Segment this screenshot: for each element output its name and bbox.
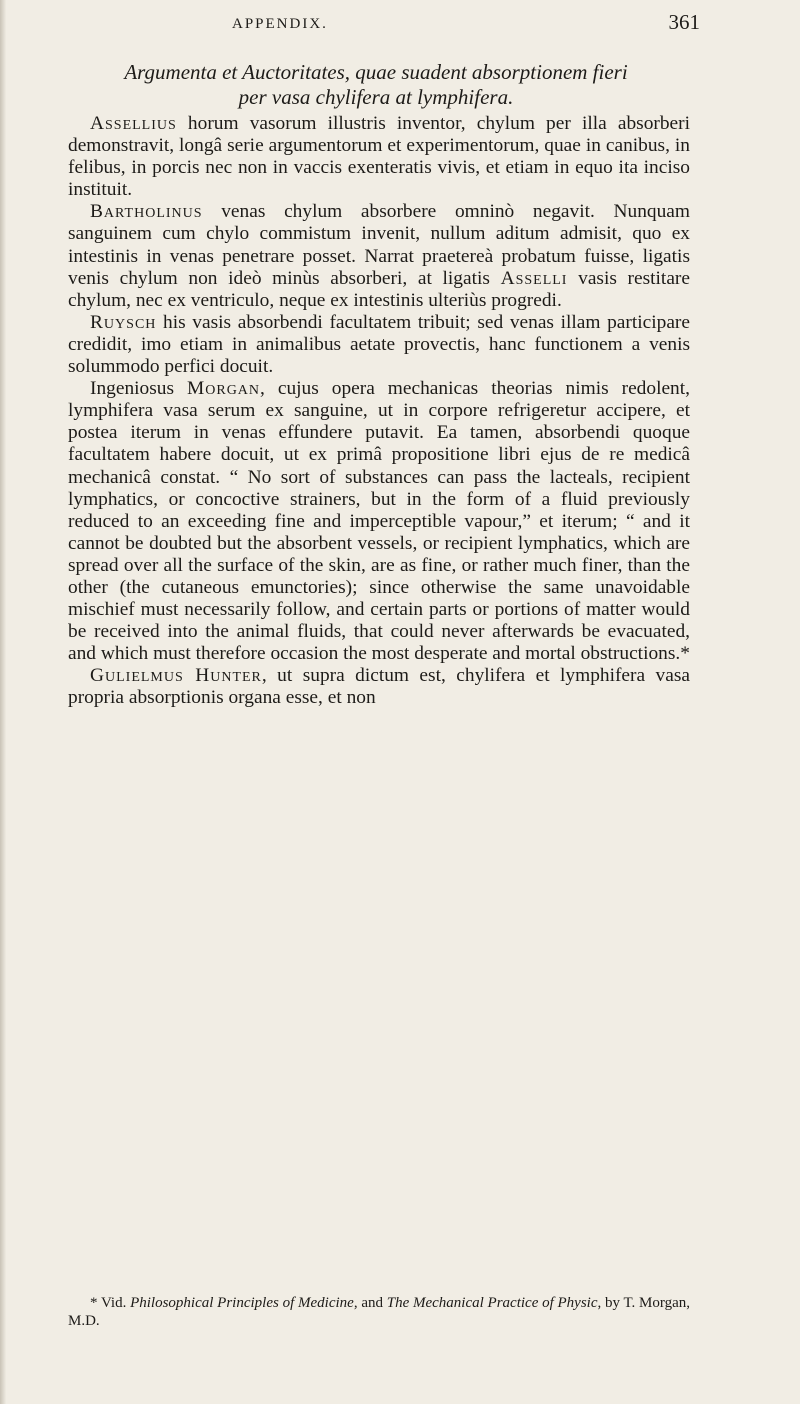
page-number: 361 (668, 10, 700, 34)
author-name: Bartholinus (90, 201, 203, 223)
paragraph-morgan (68, 378, 690, 665)
running-head: APPENDIX. (232, 16, 328, 32)
paragraph-text: , cujus opera mechanicas theorias nimis redolent, lymphifera vasa serum ex sanguine, ut in corpore refrigeretur accipere, et postea iterum in venas effundere putavit. Ea tamen, absorbendi quoque facultatem habere docuit, ut ex primâ propositione libri ejus de re medicâ mechanicâ constat. “ No sort of substances can pass the lacteals, recipient lymphatics, or concoctive strainers, but in the form of a fluid previously reduced to an exceeding fine and imperceptible vapour,” et iterum; “ and it cannot be doubted but the absorbent vessels, or recipient lymphatics, which are spread over all the surface of the skin, are as fine, or rather much finer, than the other (the cutaneous emunctories); since otherwise the same unavoidable mischief must necessarily follow, and certain parts or portions of matter would be received into the animal fluids, that could never afterwards be evacuated, and which must therefore occasion the most desperate and mortal obstructions.* (68, 378, 690, 665)
section-title-line-1: Argumenta et Auctoritates, quae suadent absorptionem fieri (124, 60, 628, 84)
author-name: Ruysch (90, 311, 157, 333)
paragraph-bartholinus (68, 201, 690, 311)
paragraph-text: vasis restitare chylum, nec ex ventriculo, neque ex intestinis ulteriùs progredi. (68, 267, 690, 311)
footnote-book-title: Philosophical Principles of Medicine (130, 1295, 354, 1311)
paragraph-text: horum vasorum illustris inventor, chylum per illa absorberi demonstravit, longâ serie argumentorum et experimentorum, quae in canibus, in felibus, in porcis nec non in vaccis exenteratis vivis, et etiam in equo ita inciso instituit. (68, 113, 690, 201)
paragraph-text: venas chylum absorbere omninò negavit. Nunquam sanguinem cum chylo commistum invenit, nullum aditum admisit, quo ex intestinis in venas penetrare posset. Narrat praetereà probatum fuisse, ligatis venis chylum non ideò minùs absorberi, at ligatis (68, 201, 690, 289)
footnote (68, 1294, 690, 1330)
author-name: Morgan (187, 378, 261, 400)
body-text (68, 113, 690, 710)
paragraph-ruysch (68, 312, 690, 378)
author-name: Asselli (500, 267, 568, 289)
paragraph-hunter (68, 665, 690, 709)
section-title (66, 60, 686, 110)
paragraph-text: , ut supra dictum est, chylifera et lymphifera vasa propria absorptionis organa esse, et non (68, 665, 690, 709)
footnote-byline: , by T. Morgan, M.D. (68, 1295, 691, 1329)
paragraph-text: his vasis absorbendi facultatem tribuit; sed venas illam participare credidit, imo etiam in animalibus aetate provectis, hanc functionem a venis solummodo perfici docuit. (68, 311, 690, 378)
footnote-prefix: * Vid. (90, 1295, 131, 1311)
footnote-text: , and (353, 1295, 387, 1311)
footnote-book-title: The Mechanical Practice of Physic (386, 1295, 598, 1311)
paragraph-text: Ingeniosus (90, 378, 187, 400)
section-title-line-2: per vasa chylifera at lymphifera. (238, 85, 514, 109)
page-header (56, 8, 706, 38)
paragraph-assellius (68, 113, 690, 201)
author-name: Assellius (90, 113, 177, 134)
author-name: Gulielmus Hunter (90, 665, 262, 687)
page-binding-edge (0, 0, 6, 1404)
